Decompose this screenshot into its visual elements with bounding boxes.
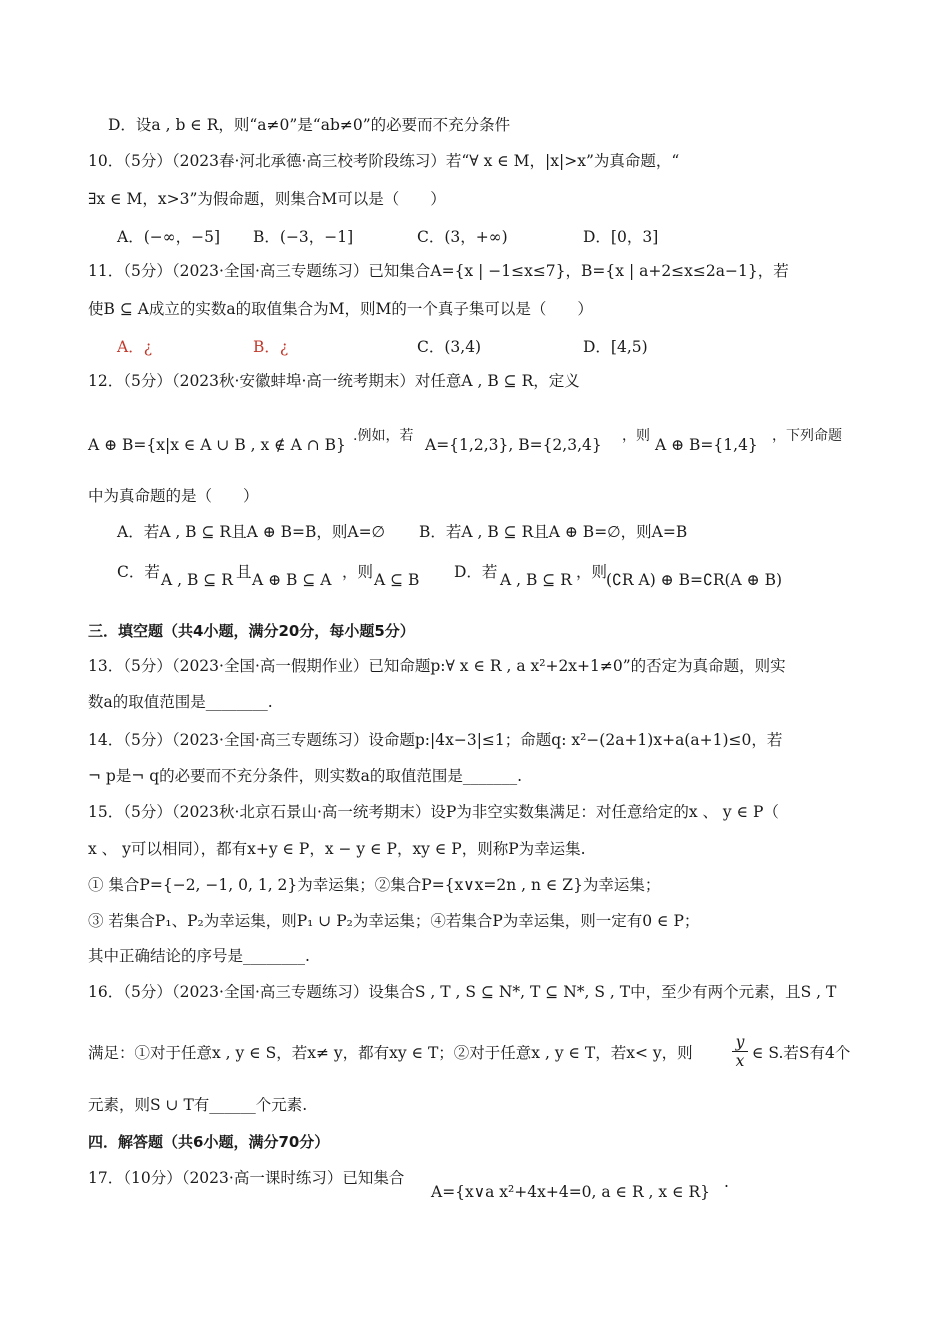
question-12-option-a: A．若A , B ⊆ R且A ⊕ B=B，则A=∅ (117, 523, 386, 541)
question-12-option-d-then: ，则 (576, 563, 608, 581)
question-16-fraction (732, 1033, 748, 1070)
question-16-condition: 满足：①对于任意x , y ∈ S，若x≠ y，都有xy ∈ T；②对于任意x , y ∈ T，若x< y，则 (88, 1044, 693, 1062)
question-10-option-c: C．(3，+∞) (417, 228, 508, 246)
question-11-option-b: B．¿ (253, 338, 289, 356)
question-10-stem-cont: ∃x ∈ M，x>3”为假命题，则集合M可以是（ ） (88, 190, 446, 208)
fraction-numerator: y (732, 1033, 748, 1052)
option-d-text: D．设a , b ∈ R，则“a≠0”是“ab≠0”的必要而不充分条件 (108, 116, 511, 134)
question-12-option-d-result: (∁R A) ⊕ B=∁R(A ⊕ B) (606, 571, 783, 589)
question-12-option-c-then: ，则 (342, 563, 374, 581)
question-14-stem: 14．（5分）（2023·全国·高三专题练习）设命题p:|4x−3|≤1；命题q: x²−(2a+1)x+a(a+1)≤0，若 (88, 731, 783, 749)
question-12-example-lead: .例如，若 (353, 428, 414, 444)
question-15-statement-1-2: ① 集合P={−2, −1, 0, 1, 2}为幸运集；②集合P={x∨x=2n , n ∈ Z}为幸运集； (88, 876, 661, 894)
question-10-option-a: A．(−∞，−5] (117, 228, 221, 246)
section-4-heading: 四．解答题（共6小题，满分70分） (88, 1133, 330, 1151)
question-11-stem-cont: 使B ⊆ A成立的实数a的取值集合为M，则M的一个真子集可以是（ ） (88, 300, 593, 318)
question-10-option-d: D．[0，3] (583, 228, 659, 246)
question-10-stem: 10．（5分）（2023春·河北承德·高三校考阶段练习）若“∀ x ∈ M，|x|>x”为真命题，“ (88, 152, 680, 170)
question-11-option-a: A．¿ (117, 338, 153, 356)
question-14-stem-cont: ¬ p是¬ q的必要而不充分条件，则实数a的取值范围是_______. (88, 767, 523, 785)
question-11-option-d: D．[4,5) (583, 338, 648, 356)
question-12-option-c-and: 且 (236, 563, 252, 581)
question-15-stem-cont: x 、 y可以相同），都有x+y ∈ P，x − y ∈ P，xy ∈ P，则称P为幸运集. (88, 840, 586, 858)
question-13-stem-cont: 数a的取值范围是________. (88, 693, 273, 711)
question-12-option-d-cond: A , B ⊆ R (500, 571, 572, 589)
question-12-option-c-lead: C．若 (117, 563, 160, 581)
question-12-example-sets: A={1,2,3}, B={2,3,4} (425, 436, 602, 454)
question-17-set: A={x∨a x²+4x+4=0, a ∈ R , x ∈ R} (431, 1183, 711, 1201)
question-11-option-c: C．(3,4) (417, 338, 482, 356)
question-12-option-b: B．若A , B ⊆ R且A ⊕ B=∅，则A=B (419, 523, 688, 541)
question-10-option-b: B．(−3，−1] (253, 228, 354, 246)
question-15-statement-3-4: ③ 若集合P₁、P₂为幸运集，则P₁ ∪ P₂为幸运集；④若集合P为幸运集，则一定有0 ∈ P； (88, 912, 700, 930)
question-15-stem: 15．（5分）（2023秋·北京石景山·高一统考期末）设P为非空实数集满足：对任意给定的x 、 y ∈ P（ (88, 803, 779, 821)
question-17-stem: 17．（10分）（2023·高一课时练习）已知集合 (88, 1169, 405, 1187)
fraction-denominator: x (735, 1052, 745, 1070)
question-15-prompt: 其中正确结论的序号是________. (88, 947, 310, 965)
question-13-stem: 13．（5分）（2023·全国·高一假期作业）已知命题p:∀ x ∈ R , a x²+2x+1≠0”的否定为真命题，则实 (88, 657, 786, 675)
question-12-stem-end: 中为真命题的是（ ） (88, 487, 259, 505)
question-16-stem: 16．（5分）（2023·全国·高三专题练习）设集合S , T , S ⊆ N*, T ⊆ N*, S , T中，至少有两个元素，且S , T (88, 983, 837, 1001)
question-17-period: . (724, 1173, 729, 1191)
question-16-prompt: 元素，则S ∪ T有______个元素. (88, 1096, 308, 1114)
question-16-condition-tail: ∈ S.若S有4个 (752, 1044, 851, 1062)
question-12-example-result: A ⊕ B={1,4} (655, 436, 758, 454)
question-12-option-c-cond2: A ⊕ B ⊆ A (252, 571, 332, 589)
question-12-definition: A ⊕ B={x|x ∈ A ∪ B , x ∉ A ∩ B} (88, 436, 346, 454)
question-12-option-d-lead: D．若 (454, 563, 498, 581)
section-3-heading: 三．填空题（共4小题，满分20分，每小题5分） (88, 622, 415, 640)
question-12-then: ，则 (622, 428, 650, 444)
question-12-option-c-cond: A , B ⊆ R (161, 571, 233, 589)
question-11-stem: 11．（5分）（2023·全国·高三专题练习）已知集合A={x | −1≤x≤7}，B={x | a+2≤x≤2a−1}，若 (88, 262, 789, 280)
question-12-stem-tail: ，下列命题 (772, 428, 842, 444)
question-12-option-c-result: A ⊆ B (374, 571, 420, 589)
question-12-stem: 12．（5分）（2023秋·安徽蚌埠·高一统考期末）对任意A , B ⊆ R，定义 (88, 372, 580, 390)
